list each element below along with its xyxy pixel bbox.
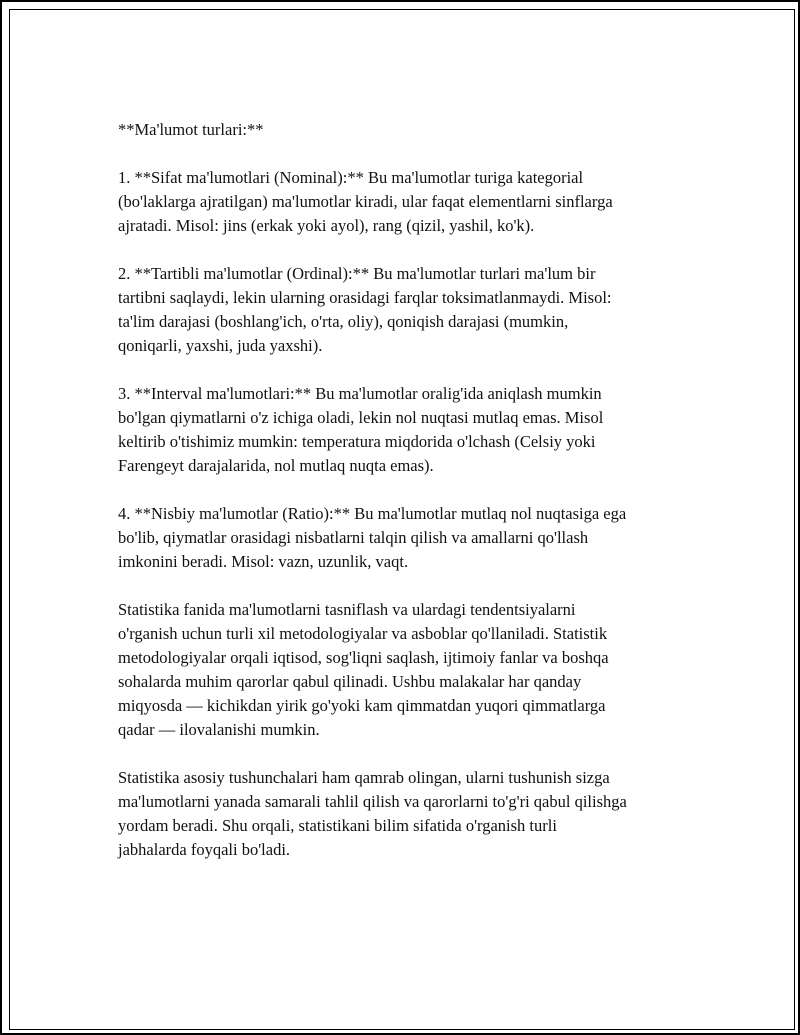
- paragraph-statistics-concepts: Statistika asosiy tushunchalari ham qamrab olingan, ularni tushunish sizga ma'lumotlarni yanada samarali tahlil qilish va qarorlarni to'g'ri qabul qilishga yordam beradi. Shu orqali, statistikani bilim sifatida o'rganish turli jabhalarda foyqali bo'ladi.: [118, 768, 627, 859]
- paragraph-nominal: 1. **Sifat ma'lumotlari (Nominal):** Bu ma'lumotlar turiga kategorial (bo'laklarga ajratilgan) ma'lumotlar kiradi, ular faqat elementlarni sinflarga ajratadi. Misol: jins (erkak yoki ayol), rang (qizil, yashil, ko'k).: [118, 168, 613, 235]
- document-body: [118, 118, 718, 886]
- paragraph-ordinal: 2. **Tartibli ma'lumotlar (Ordinal):** Bu ma'lumotlar turlari ma'lum bir tartibni saqlaydi, lekin ularning orasidagi farqlar toksimatlanmaydi. Misol: ta'lim darajasi (boshlang'ich, o'rta, oliy), qoniqish darajasi (mumkin, qoniqarli, yaxshi, juda yaxshi).: [118, 264, 612, 355]
- document-heading: **Ma'lumot turlari:**: [118, 120, 264, 139]
- paragraph-interval: 3. **Interval ma'lumotlari:** Bu ma'lumotlar oralig'ida aniqlash mumkin bo'lgan qiymatlarni o'z ichiga oladi, lekin nol nuqtasi mutlaq emas. Misol keltirib o'tishimiz mumkin: temperatura miqdorida o'lchash (Celsiy yoki Farengeyt darajalarida, nol mutlaq nuqta emas).: [118, 384, 604, 475]
- paragraph-statistics-methods: Statistika fanida ma'lumotlarni tasniflash va ulardagi tendentsiyalarni o'rganish uchun turli xil metodologiyalar va asboblar qo'llaniladi. Statistik metodologiyalar orqali iqtisod, sog'liqni saqlash, ijtimoiy fanlar va boshqa sohalarda muhim qarorlar qabul qilinadi. Ushbu malakalar har qanday miqyosda — kichikdan yirik go'yoki kam qimmatdan yuqori qimmatlarga qadar — ilovalanishi mumkin.: [118, 600, 609, 739]
- paragraph-ratio: 4. **Nisbiy ma'lumotlar (Ratio):** Bu ma'lumotlar mutlaq nol nuqtasiga ega bo'lib, qiymatlar orasidagi nisbatlarni talqin qilish va amallarni qo'llash imkonini beradi. Misol: vazn, uzunlik, vaqt.: [118, 504, 627, 571]
